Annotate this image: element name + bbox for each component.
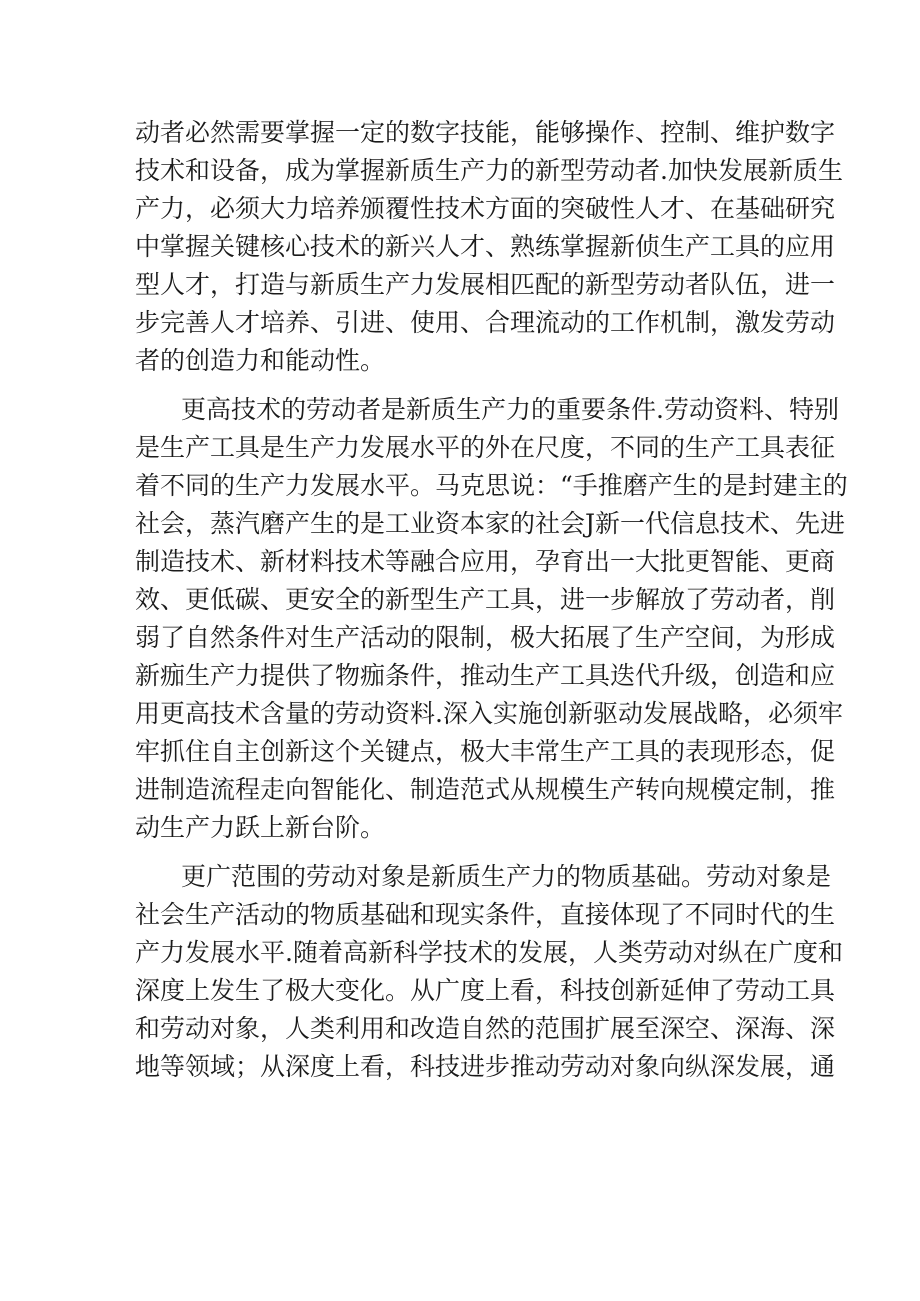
text-line: 动者必然需要掌握一定的数字技能，能够操作、控制、维护数字 [135, 118, 836, 147]
text-line: 效、更低碳、更安全的新型生产工具，进一步解放了劳动者，削 [135, 585, 836, 614]
text-line: 深度上发生了极大变化。从广度上看，科技创新延伸了劳动工具 [135, 976, 836, 1005]
text-line: 用更高技术含量的劳动资料.深入实施创新驱动发展战略，必须牢 [135, 699, 843, 728]
text-line: 制造技术、新材料技术等融合应用，孕育出一大批更智能、更商 [135, 547, 836, 576]
text-line: 动生产力跃上新台阶。 [135, 813, 386, 842]
text-line: 地等领域；从深度上看，科技进步推动劳动对象向纵深发展，通 [135, 1052, 836, 1081]
text-line: 新痂生产力提供了物痂条件，推动生产工具迭代升级，创造和应 [135, 661, 836, 690]
paragraph-3 [135, 858, 843, 1086]
text-line: 社会，蒸汽磨产生的是工业资本家的社会J新一代信息技术、先进 [135, 509, 846, 538]
body-text [135, 114, 848, 1086]
text-line: 型人才，打造与新质生产力发展相匹配的新型劳动者队伍，进一 [135, 270, 836, 299]
text-line: 进制造流程走向智能化、制造范式从规模生产转向规模定制，推 [135, 775, 836, 804]
text-line: 技术和设备，成为掌握新质生产力的新型劳动者.加快发展新质生 [135, 156, 843, 185]
text-line: 社会生产活动的物质基础和现实条件，直接体现了不同时代的生 [135, 900, 836, 929]
text-line: 更广范围的劳动对象是新质生产力的物质基础。劳动对象是 [181, 862, 832, 891]
paragraph-1 [135, 114, 843, 380]
text-line: 者的创造力和能动性。 [135, 346, 386, 375]
text-line: 产力，必须大力培养颁覆性技术方面的突破性人才、在基础研究 [135, 194, 836, 223]
text-line: 产力发展水平.随着高新科学技术的发展，人类劳动对纵在广度和 [135, 938, 843, 967]
text-line: 中掌握关键核心技术的新兴人才、熟练掌握新侦生产工具的应用 [135, 232, 836, 261]
text-line: 是生产工具是生产力发展水平的外在尺度，不同的生产工具表征 [135, 433, 836, 462]
paragraph-2 [135, 391, 848, 847]
text-line: 步完善人才培养、引进、使用、合理流动的工作机制，激发劳动 [135, 308, 836, 337]
text-line: 更高技术的劳动者是新质生产力的重要条件.劳动资料、特别 [181, 395, 839, 424]
text-line: 弱了自然条件对生产活动的限制，极大拓展了生产空间，为形成 [135, 623, 836, 652]
text-line: 着不同的生产力发展水平。马克思说：“手推磨产生的是封建主的 [135, 471, 848, 500]
text-line: 牢抓住自主创新这个关键点，极大丰常生产工具的表现形态，促 [135, 737, 836, 766]
text-line: 和劳动对象，人类利用和改造自然的范围扩展至深空、深海、深 [135, 1014, 836, 1043]
